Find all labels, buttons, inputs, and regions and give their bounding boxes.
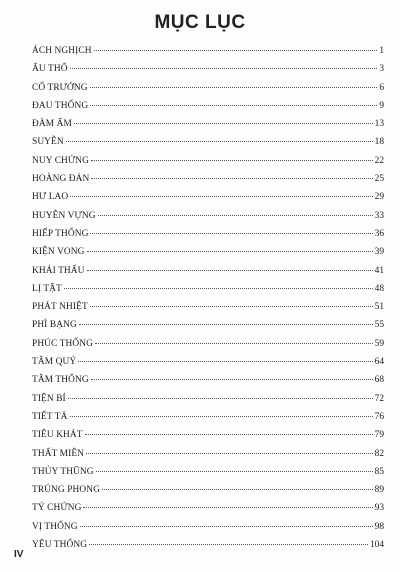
toc-entry [32,207,384,225]
toc-entry-page-number: 51 [374,302,384,313]
toc-entry-page-number: 76 [374,411,384,422]
dot-leader [87,270,373,271]
toc-entry-title: HUYỄN VỰNG [32,210,96,221]
toc-entry-page-number: 89 [374,485,384,496]
toc-entry [32,188,384,206]
dot-leader [85,434,373,435]
toc-entry-page-number: 59 [374,338,384,349]
toc-entry-title: THỦY THŨNG [32,466,94,477]
toc-entry-title: ĐÀM ẨM [32,119,72,130]
toc-entry-page-number: 3 [379,64,384,75]
toc-entry-title: SUYỄN [32,137,64,148]
toc-entry-page-number: 64 [374,357,384,368]
toc-entry-page-number: 22 [374,155,384,166]
dot-leader [86,453,373,454]
toc-entry-title: KHÁI THẤU [32,265,85,276]
toc-entry-title: TIỆN BÍ [32,393,66,404]
toc-entry [32,243,384,261]
toc-entry-page-number: 6 [379,82,384,93]
toc-entry-title: YÊU THỐNG [32,540,88,551]
toc-entry-title: TÂM QUÝ [32,357,77,368]
toc-entry [32,225,384,243]
toc-entry-title: NUY CHỨNG [32,155,90,166]
page-number-footer: IV [14,549,24,560]
toc-entry [32,262,384,280]
toc-entry-title: CỔ TRƯỚNG [32,82,88,93]
toc-entry-title: PHÌ BẠNG [32,320,77,331]
dot-leader [95,343,373,344]
toc-entry [32,499,384,517]
toc-entry-title: TRÚNG PHONG [32,485,101,496]
dot-leader [90,105,377,106]
dot-leader [68,398,373,399]
toc-entry [32,463,384,481]
toc-entry [32,426,384,444]
dot-leader [64,288,373,289]
toc-entry [32,97,384,115]
toc-entry-title: HƯ LAO [32,192,69,203]
toc-entry-title: PHÚC THỐNG [32,338,93,349]
toc-entry [32,115,384,133]
dot-leader [87,251,373,252]
dot-leader [90,87,378,88]
toc-entry-title: VỊ THỐNG [32,521,78,532]
toc-entry-title: ÁCH NGHỊCH [32,46,92,56]
toc-entry-page-number: 13 [374,119,384,130]
toc-entry [32,390,384,408]
toc-entry [32,408,384,426]
toc-entry-title: ĐAU THỐNG [32,100,89,111]
toc-entry-page-number: 41 [374,265,384,276]
dot-leader [89,544,368,545]
toc-entry-page-number: 93 [374,503,384,514]
toc-entry-page-number: 85 [374,466,384,477]
toc-entry-title: TÝ CHỨNG [32,503,82,514]
toc-entry-page-number: 72 [374,393,384,404]
toc-entry-page-number: 36 [374,228,384,239]
dot-leader [78,361,372,362]
toc-entry-page-number: 18 [374,137,384,148]
toc-entry [32,353,384,371]
dot-leader [94,50,378,51]
toc-entry [32,170,384,188]
toc-entry-page-number: 25 [374,174,384,185]
table-of-contents [32,42,384,554]
toc-entry-title: ẨU THỔ [32,64,68,75]
toc-entry-title: THẤT MIÊN [32,448,85,459]
toc-entry [32,133,384,151]
dot-leader [66,141,373,142]
toc-entry-page-number: 82 [374,448,384,459]
toc-entry-page-number: 1 [379,46,384,56]
dot-leader [70,196,372,197]
toc-entry [32,42,384,60]
toc-entry-page-number: 48 [374,283,384,294]
toc-entry [32,60,384,78]
toc-entry-title: TIÊU KHÁT [32,430,83,441]
toc-entry-page-number: 33 [374,210,384,221]
dot-leader [91,379,373,380]
toc-entry-page-number: 55 [374,320,384,331]
toc-entry [32,518,384,536]
toc-entry-title: TÂM THỐNG [32,375,89,386]
toc-entry-title: LỊ TẬT [32,283,62,294]
toc-entry-title: TIẾT TẢ [32,411,68,422]
dot-leader [79,324,373,325]
toc-entry [32,280,384,298]
dot-leader [96,471,373,472]
dot-leader [74,123,373,124]
toc-entry [32,335,384,353]
toc-entry [32,445,384,463]
toc-entry-page-number: 29 [374,192,384,203]
toc-entry [32,481,384,499]
toc-entry-page-number: 39 [374,247,384,258]
toc-entry [32,298,384,316]
toc-entry-title: HIẾP THỐNG [32,228,89,239]
dot-leader [91,160,373,161]
toc-entry-title: PHÁT NHIỆT [32,302,88,313]
toc-entry-page-number: 104 [369,540,384,551]
toc-entry-title: KIỆN VONG [32,247,85,258]
dot-leader [80,526,373,527]
toc-entry [32,79,384,97]
toc-entry-page-number: 79 [374,430,384,441]
dot-leader [102,489,373,490]
page-title: MỤC LỤC [154,12,246,33]
toc-entry-page-number: 9 [379,100,384,111]
dot-leader [70,416,373,417]
dot-leader [70,68,378,69]
dot-leader [91,178,372,179]
dot-leader [90,306,373,307]
dot-leader [98,215,373,216]
dot-leader [83,507,372,508]
toc-entry-title: HOÀNG ĐẢN [32,174,90,185]
dot-leader [90,233,372,234]
toc-entry [32,316,384,334]
toc-entry [32,152,384,170]
toc-entry-page-number: 98 [374,521,384,532]
toc-entry [32,371,384,389]
toc-entry-page-number: 68 [374,375,384,386]
toc-entry [32,536,384,554]
